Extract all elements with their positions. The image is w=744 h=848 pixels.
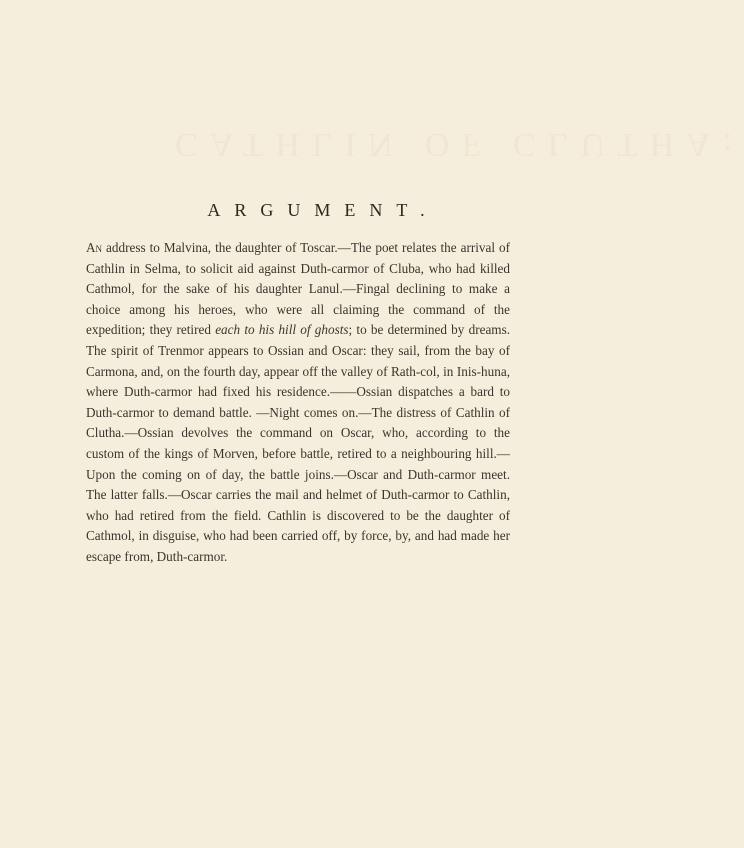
paragraph-part-2: ; to be determined by dreams. The spirit of Trenmor appears to Ossian and Oscar: they sail, from the bay of Carmona, and, on the fourth day, appear off the valley of Rath-col, in Inis-huna, where Duth-carmor had fixed his residence.——Ossian dispatches a bard to Duth-carmor to demand battle. —Night comes on.—The distress of Cathlin of Clutha.—Ossian devolves the command on Oscar, who, according to the custom of the kings of Morven, before battle, retired to a neighbouring hill.—Upon the coming on of day, the battle joins.—Oscar and Duth-carmor meet. The latter falls.—Oscar carries the mail and helmet of Duth-carmor to Cathlin, who had retired from the field. Cathlin is discovered to be the daughter of Cathmol, in disguise, who had been carried off, by force, by, and had made her escape from, Duth-carmor.: [86, 322, 510, 564]
paragraph-part-1: address to Malvina, the daughter of Toscar.—The poet relates the arrival of Cathlin in Selma, to solicit aid against Duth-carmor of Cluba, who had killed Cathmol, for the sake of his daughter Lanul.—Fingal declining to make a choice among his heroes, who were all claiming the command of the expedition; they retired: [86, 240, 510, 338]
paragraph-italic: each to his hill of ghosts: [215, 322, 349, 338]
paragraph-lead: An: [86, 240, 103, 255]
argument-paragraph: [86, 238, 510, 568]
argument-heading: ARGUMENT.: [207, 200, 439, 220]
bleed-through-title: CATHLIN OF CLUTHA:: [175, 126, 744, 163]
